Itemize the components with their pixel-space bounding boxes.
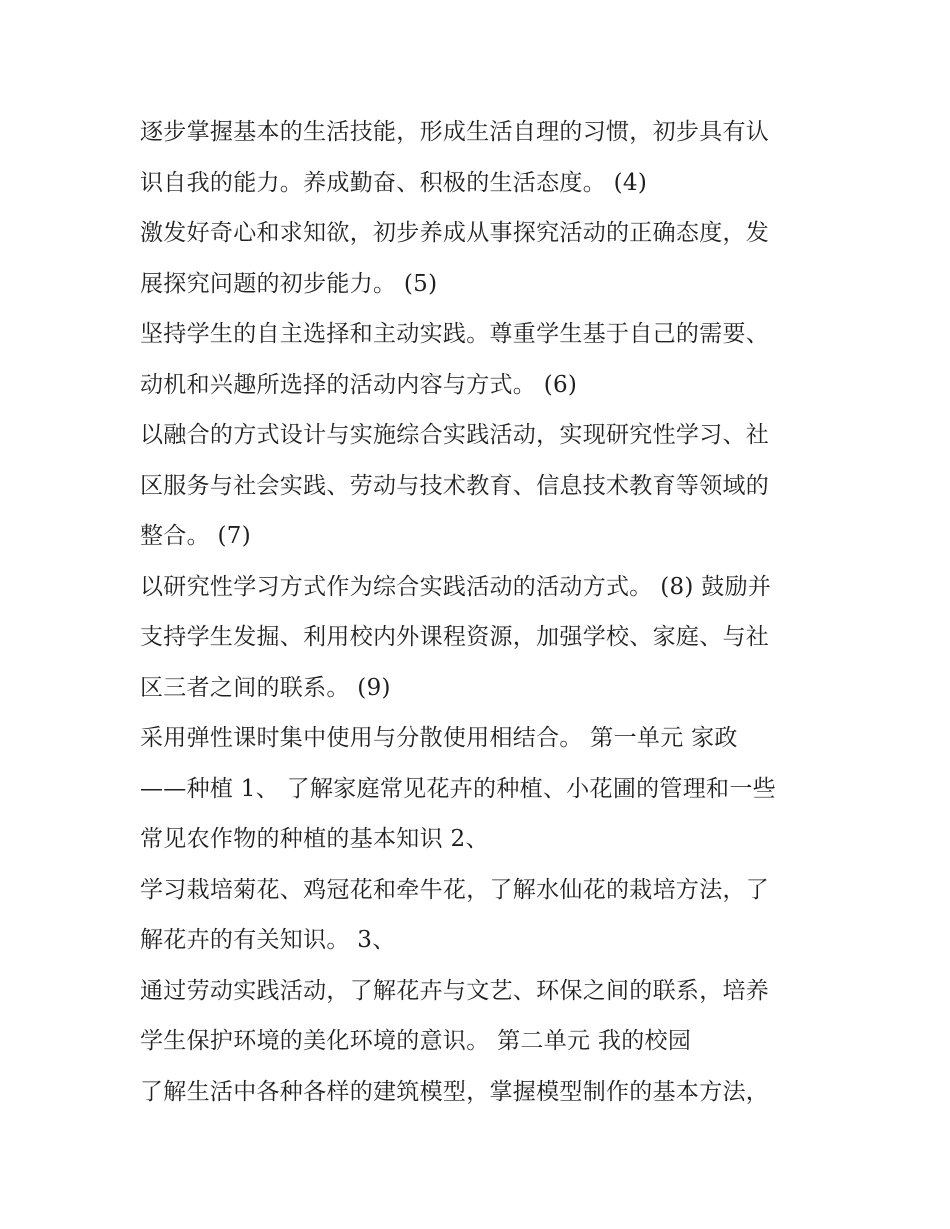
text-line: 采用弹性课时集中使用与分散使用相结合。 第一单元 家政	[140, 725, 738, 751]
text-line: 激发好奇心和求知欲，初步养成从事探究活动的正确态度，发	[140, 220, 770, 246]
document-body	[140, 107, 820, 1117]
text-line: ——种植 1、 了解家庭常见花卉的种植、小花圃的管理和一些	[140, 775, 776, 802]
text-line: 以融合的方式设计与实施综合实践活动，实现研究性学习、社	[140, 422, 770, 448]
text-line: 学生保护环境的美化环境的意识。 第二单元 我的校园	[140, 1028, 692, 1054]
text-line: 解花卉的有关知识。 3、	[140, 927, 396, 953]
text-line: 以研究性学习方式作为综合实践活动的活动方式。 (8) 鼓励并	[140, 573, 772, 600]
text-line: 整合。 (7)	[140, 523, 251, 549]
text-line: 动机和兴趣所选择的活动内容与方式。 (6)	[140, 371, 578, 398]
text-line: 常见农作物的种植的基本知识 2、	[140, 826, 489, 852]
text-line: 区三者之间的联系。 (9)	[140, 674, 391, 701]
text-line: 区服务与社会实践、劳动与技术教育、信息技术教育等领域的	[140, 472, 770, 499]
text-line: 支持学生发掘、利用校内外课程资源，加强学校、家庭、与社	[140, 624, 770, 650]
text-line: 坚持学生的自主选择和主动实践。尊重学生基于自己的需要、	[140, 321, 770, 347]
text-line: 展探究问题的初步能力。 (5)	[140, 270, 438, 297]
text-line: 识自我的能力。养成勤奋、积极的生活态度。 (4)	[140, 169, 648, 196]
text-line: 学习栽培菊花、鸡冠花和牵牛花，了解水仙花的栽培方法，了	[140, 876, 770, 903]
text-line: 了解生活中各种各样的建筑模型，掌握模型制作的基本方法，	[140, 1078, 770, 1105]
text-line: 通过劳动实践活动，了解花卉与文艺、环保之间的联系，培养	[140, 977, 770, 1004]
text-line: 逐步掌握基本的生活技能，形成生活自理的习惯，初步具有认	[140, 119, 770, 145]
